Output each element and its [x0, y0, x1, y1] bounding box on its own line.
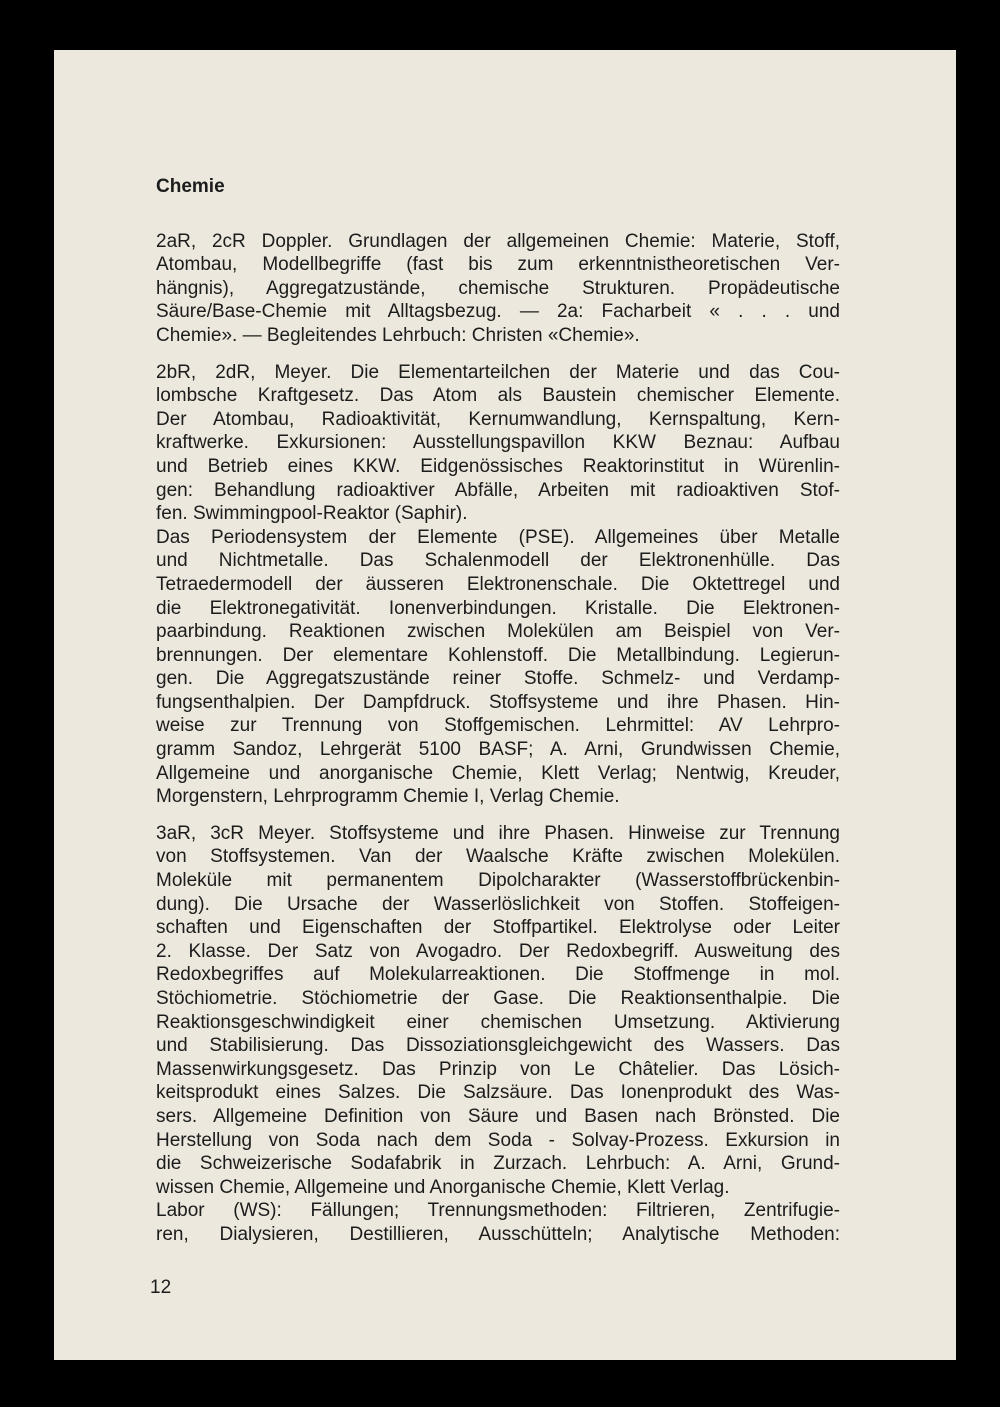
section-heading: Chemie [156, 176, 225, 197]
text-line: Morgenstern, Lehrprogramm Chemie I, Verlag Chemie. [156, 786, 620, 808]
text-line: die Schweizerische Sodafabrik in Zurzach. Lehrbuch: A. Arni, Grund- [156, 1153, 840, 1175]
paragraph-2ar-2cr [156, 230, 840, 348]
text-line: 3aR, 3cR Meyer. Stoffsysteme und ihre Phasen. Hinweise zur Trennung [156, 822, 840, 844]
text-line: Tetraedermodell der äusseren Elektronenschale. Die Oktettregel und [156, 573, 840, 595]
text-line: Redoxbegriffes auf Molekularreaktionen. Die Stoffmenge in mol. [156, 964, 840, 986]
text-line: paarbindung. Reaktionen zwischen Molekülen am Beispiel von Ver- [156, 621, 840, 643]
text-line: und Stabilisierung. Das Dissoziationsgleichgewicht des Wassers. Das [156, 1035, 840, 1057]
text-line: fungsenthalpien. Der Dampfdruck. Stoffsysteme und ihre Phasen. Hin- [156, 691, 840, 713]
text-line: 2aR, 2cR Doppler. Grundlagen der allgemeinen Chemie: Materie, Stoff, [156, 230, 840, 252]
text-line: gen. Die Aggregatszustände reiner Stoffe. Schmelz- und Verdamp- [156, 668, 840, 690]
text-line: Chemie». — Begleitendes Lehrbuch: Christen «Chemie». [156, 324, 640, 346]
text-line: schaften und Eigenschaften der Stoffpartikel. Elektrolyse oder Leiter [156, 917, 840, 939]
text-line: weise zur Trennung von Stoffgemischen. Lehrmittel: AV Lehrpro- [156, 715, 840, 737]
paragraph-2br-2dr [156, 361, 840, 526]
text-line: von Stoffsystemen. Van der Waalsche Kräfte zwischen Molekülen. [156, 846, 840, 868]
page-content [156, 175, 840, 1247]
paragraph-gap [156, 809, 840, 822]
text-line: gen: Behandlung radioaktiver Abfälle, Arbeiten mit radioaktiven Stof- [156, 479, 840, 501]
paragraph-gap [156, 348, 840, 361]
page-number: 12 [150, 1277, 172, 1298]
text-line: dung). Die Ursache der Wasserlöslichkeit von Stoffen. Stoffeigen- [156, 893, 840, 915]
text-line: Säure/Base-Chemie mit Alltagsbezug. — 2a: Facharbeit « . . . und [156, 301, 840, 323]
text-line: gramm Sandoz, Lehrgerät 5100 BASF; A. Arni, Grundwissen Chemie, [156, 739, 840, 761]
text-line: Moleküle mit permanentem Dipolcharakter (Wasserstoffbrückenbin- [156, 870, 840, 892]
text-line: Atombau, Modellbegriffe (fast bis zum erkenntnistheoretischen Ver- [156, 254, 840, 276]
text-line: Stöchiometrie. Stöchiometrie der Gase. Die Reaktionsenthalpie. Die [156, 988, 840, 1009]
text-line: lombsche Kraftgesetz. Das Atom als Baustein chemischer Elemente. [156, 385, 840, 407]
text-line: keitsprodukt eines Salzes. Die Salzsäure. Das Ionenprodukt des Was- [156, 1082, 840, 1104]
text-line: wissen Chemie, Allgemeine und Anorganische Chemie, Klett Verlag. [156, 1176, 730, 1198]
paragraph-labor [156, 1199, 840, 1246]
text-line: Reaktionsgeschwindigkeit einer chemischen Umsetzung. Aktivierung [156, 1011, 840, 1033]
text-line: Der Atombau, Radioaktivität, Kernumwandlung, Kernspaltung, Kern- [156, 408, 840, 430]
text-line: und Nichtmetalle. Das Schalenmodell der Elektronenhülle. Das [156, 550, 840, 572]
text-line: Das Periodensystem der Elemente (PSE). Allgemeines über Metalle [156, 526, 840, 548]
text-line: ren, Dialysieren, Destillieren, Ausschütteln; Analytische Methoden: [156, 1223, 840, 1245]
text-line: und Betrieb eines KKW. Eidgenössisches Reaktorinstitut in Würenlin- [156, 455, 840, 477]
paragraph-periodensystem [156, 526, 840, 809]
text-line: fen. Swimmingpool-Reaktor (Saphir). [156, 503, 468, 525]
text-line: Labor (WS): Fällungen; Trennungsmethoden: Filtrieren, Zentrifugie- [156, 1200, 840, 1222]
text-line: Herstellung von Soda nach dem Soda - Solvay-Prozess. Exkursion in [156, 1129, 840, 1151]
text-line: 2. Klasse. Der Satz von Avogadro. Der Redoxbegriff. Ausweitung des [156, 940, 840, 962]
paragraph-3ar-3cr [156, 822, 840, 1200]
text-line: brennungen. Der elementare Kohlenstoff. Die Metallbindung. Legierun- [156, 644, 840, 666]
document-page [54, 50, 956, 1360]
text-line: Allgemeine und anorganische Chemie, Klett Verlag; Nentwig, Kreuder, [156, 762, 840, 784]
text-line: die Elektronegativität. Ionenverbindungen. Kristalle. Die Elektronen- [156, 597, 840, 619]
text-line: hängnis), Aggregatzustände, chemische Strukturen. Propädeutische [156, 277, 840, 299]
text-line: Massenwirkungsgesetz. Das Prinzip von Le Châtelier. Das Lösich- [156, 1058, 840, 1080]
text-line: sers. Allgemeine Definition von Säure und Basen nach Brönsted. Die [156, 1105, 840, 1127]
text-line: 2bR, 2dR, Meyer. Die Elementarteilchen der Materie und das Cou- [156, 361, 840, 383]
text-line: kraftwerke. Exkursionen: Ausstellungspavillon KKW Beznau: Aufbau [156, 432, 840, 454]
